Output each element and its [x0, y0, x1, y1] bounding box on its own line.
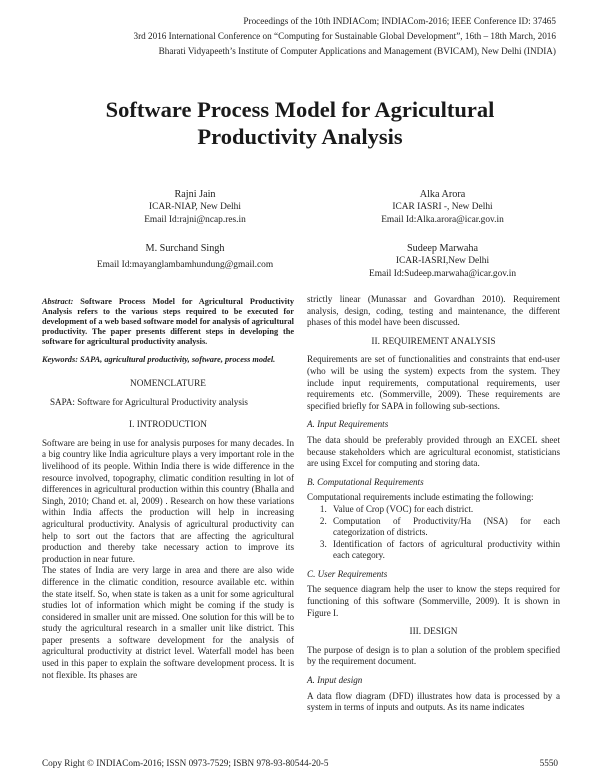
header-line-3: Bharati Vidyapeeth’s Institute of Computer Applications and Management (BVICAM), New Delhi (INDIA) [158, 46, 556, 56]
author-email: Email Id:mayanglambamhundung@gmail.com [96, 260, 274, 271]
abstract [42, 297, 294, 347]
right-column [307, 294, 560, 714]
author-name: Sudeep Marwaha [406, 243, 478, 254]
header-line-2: 3rd 2016 International Conference on “Computing for Sustainable Global Development”, 16th – 18th March, 2016 [133, 31, 556, 41]
keywords [42, 355, 294, 365]
list-item: 1. Value of Crop (VOC) for each district. [329, 504, 560, 516]
left-column [42, 297, 294, 681]
introduction-heading: I. INTRODUCTION [129, 420, 207, 431]
abstract-text: Software Process Model for Agricultural Productivity Analysis refers to the various steps required to be executed for development of a web based software model for analysis of agricultural productivity. The paper presents different steps in developing the software for agricultural productivity analysis. [42, 297, 294, 346]
input-design-text: A data flow diagram (DFD) illustrates how data is processed by a system in terms of inputs and outputs. As its name indicates [307, 690, 560, 713]
design-text: The purpose of design is to plan a solution of the problem specified by the requirement document. [307, 644, 560, 667]
keywords-text: SAPA, agricultural productivity, software, process model. [80, 355, 276, 364]
requirement-text: Requirements are set of functionalities and constraints that end-user (who will be using the system) expects from the system. They include input requirements, computational requirements, user requirements etc. (Sommerville, 2009). These requirements are specified briefly for SAPA in following sub-sections. [307, 354, 560, 411]
user-requirements-heading: C. User Requirements [307, 568, 388, 579]
author-affiliation: ICAR-IASRI,New Delhi [395, 256, 490, 267]
input-requirements-heading: A. Input Requirements [307, 419, 389, 430]
paper-title [0, 96, 600, 150]
list-item: 2. Computation of Productivity/Ha (NSA) for each categorization of districts. [329, 516, 560, 539]
nomenclature-text: SAPA: Software for Agricultural Productivity analysis [50, 396, 248, 407]
input-requirements-text: The data should be preferably provided through an EXCEL sheet because stakeholders which are agricultural economist, statisticians are using Excel for computing and storing data. [307, 434, 560, 469]
abstract-label: Abstract: [42, 297, 74, 306]
author-name: Rajni Jain [174, 189, 216, 200]
continued-text: strictly linear (Munassar and Govardhan 2010). Requirement analysis, design, coding, testing and maintenance, the different phases of this model have been discussed. [307, 294, 560, 328]
author-email: Email Id:Alka.arora@icar.gov.in [381, 214, 504, 225]
intro-paragraph-2: The states of India are very large in area and there are also wide difference in the climatic condition, resource available etc. within the state itself. So, when state is taken as a unit for some agricultural studies lot of information which might be coming if the study is considered in smaller unit are missed. One solution for this will be to study the agricultural research in a smaller unit like district. This paper presents a software development for the analysis of agricultural productivity at district level. Waterfall model has been used in this paper to explain the software development process. It is not flexible. Its phases are [42, 565, 294, 680]
author-email: Email Id:rajni@ncap.res.in [144, 214, 246, 225]
computational-list [307, 504, 560, 562]
author-block-1 [70, 189, 320, 226]
computational-requirements-heading: B. Computational Requirements [307, 476, 424, 487]
author-name: Alka Arora [419, 189, 466, 200]
requirement-heading: II. REQUIREMENT ANALYSIS [371, 336, 496, 347]
input-design-heading: A. Input design [307, 675, 363, 686]
design-heading: III. DESIGN [409, 627, 458, 638]
author-block-3 [40, 243, 330, 272]
title-line-1: Software Process Model for Agricultural [105, 97, 495, 122]
author-block-4 [320, 243, 565, 280]
author-affiliation: ICAR IASRI -, New Delhi [392, 202, 493, 213]
user-requirements-text: The sequence diagram help the user to know the steps required for functioning of this software (Sommerville, 2009). It is shown in Figure I. [307, 584, 560, 618]
author-email: Email Id:Sudeep.marwaha@icar.gov.in [368, 268, 517, 279]
author-affiliation: ICAR-NIAP, New Delhi [149, 202, 241, 213]
footer-page-number: 5550 [539, 758, 558, 768]
title-line-2: Productivity Analysis [197, 124, 403, 149]
author-block-2 [320, 189, 565, 226]
computational-requirements-text: Computational requirements include estimating the following: [307, 492, 534, 503]
header-line-1: Proceedings of the 10th INDIACom; INDIACom-2016; IEEE Conference ID: 37465 [243, 16, 556, 26]
nomenclature-heading: NOMENCLATURE [130, 379, 206, 389]
footer-copyright: Copy Right © INDIACom-2016; ISSN 0973-7529; ISBN 978-93-80544-20-5 [42, 758, 329, 768]
intro-paragraph-1: Software are being in use for analysis purposes for many decades. In a big country like India agriculture plays a very important role in the livelihood of its people. Within India there is wide difference in the resource involved, topography, climatic condition resulting in lot of differences in agricultural production within this country (Bhalla and Singh, 2010; Chand et. al, 2009) . Research on how these variations within India affects the production will help in increasing agricultural productivity. Analysis of agricultural productivity can help to sort out the factors that are affecting the agricultural production and thereby take necessary action to improve its production in near future. [42, 437, 294, 564]
list-item: 3. Identification of factors of agricultural productivity within each category. [329, 539, 560, 562]
author-name: M. Surchand Singh [145, 243, 225, 254]
keywords-label: Keywords: [42, 355, 78, 364]
